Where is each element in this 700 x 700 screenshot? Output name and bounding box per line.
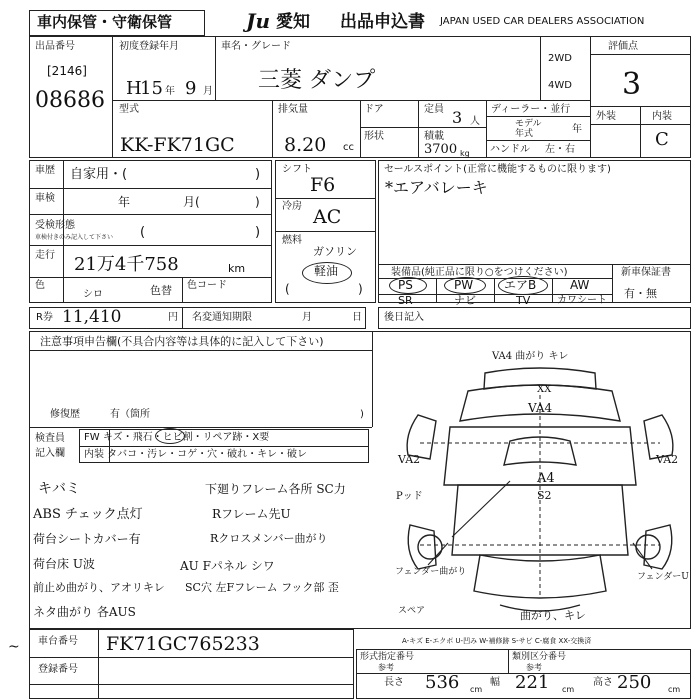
- inspection-close: ): [255, 195, 260, 209]
- color-no-label: 色替: [150, 284, 172, 297]
- height-unit: cm: [668, 685, 681, 694]
- equip-navi: ナビ: [454, 294, 476, 307]
- form-title: 出品申込書: [340, 12, 425, 32]
- stone-chip-circle: [155, 428, 185, 444]
- capacity-unit: 人: [470, 116, 480, 127]
- load-label: 積載: [424, 131, 444, 142]
- grade-ext-label: 外装: [596, 111, 616, 122]
- fuel-close: ): [358, 282, 363, 296]
- category-label: 車内保管・守衛保管: [37, 13, 173, 31]
- history-close: ): [255, 167, 261, 182]
- diagram-note-a4: A4: [537, 471, 555, 486]
- logo-city: 愛知: [276, 12, 310, 32]
- length-value: 536: [425, 672, 460, 693]
- height-label: 高さ: [593, 677, 613, 688]
- history-label: 車歴: [35, 165, 55, 176]
- repair-value: 有（箇所: [110, 409, 150, 420]
- equipment-label: 装備品(純正品に限り○をつけください): [391, 267, 568, 278]
- chassis-value: FK71GC765233: [106, 633, 260, 655]
- registration-era: H: [126, 78, 142, 99]
- grade-value: 3: [622, 67, 642, 102]
- ju-logo: Ju: [246, 9, 271, 33]
- engine-label: 排気量: [278, 104, 308, 115]
- comment-line-9: Rクロスメンバー曲がり: [210, 532, 328, 545]
- drive-2wd: 2WD: [548, 53, 572, 64]
- width-value: 221: [515, 672, 550, 693]
- comment-line-1: キバミ: [38, 481, 80, 497]
- warranty-label: 新車保証書: [621, 267, 671, 278]
- comment-line-2: ABS チェック点灯: [33, 507, 143, 522]
- aircon-value: AC: [313, 206, 342, 228]
- history-value: 自家用・(: [70, 167, 128, 182]
- sales-value: *エアバレーキ: [385, 178, 488, 197]
- comment-line-6: ネタ曲がり 各AUS: [33, 605, 136, 619]
- category-ref: 参考: [526, 663, 542, 672]
- lot-sub-number: [2146]: [47, 64, 87, 78]
- spec-ref: 参考: [378, 663, 394, 672]
- width-unit: cm: [562, 685, 575, 694]
- recycle-label: R券: [36, 312, 53, 323]
- model-year-unit: 年: [572, 124, 582, 135]
- diagram-note-xx: XX: [537, 384, 552, 395]
- lot-label: 出品番号: [35, 41, 75, 52]
- diagram-note-s2: S2: [537, 489, 552, 502]
- equip-seat: カワシート: [557, 295, 607, 306]
- engine-value: 8.20: [284, 134, 327, 156]
- doors-label: ドア: [364, 104, 384, 115]
- history-block: [29, 160, 272, 303]
- width-label: 幅: [490, 677, 500, 688]
- model-year-label2: 年式: [515, 129, 534, 139]
- dealer-label: ディーラー・並行: [491, 104, 571, 115]
- mileage-unit: km: [228, 262, 246, 275]
- registration-month: 9: [185, 78, 197, 99]
- color-value: シロ: [83, 289, 103, 300]
- model-year-label: モデル: [515, 119, 542, 129]
- spec-label: 形式指定番号: [360, 652, 415, 662]
- reception-close: ): [255, 225, 261, 240]
- aircon-label: 冷房: [282, 201, 302, 212]
- shape-label: 形状: [364, 131, 384, 142]
- registration-year-unit: 年: [165, 86, 175, 97]
- name-change-month: 月: [302, 312, 312, 323]
- handle-label: ハンドル: [490, 144, 530, 155]
- equip-sr: SR: [398, 294, 413, 307]
- diagram-note-pad: Pッド: [396, 491, 423, 502]
- length-label: 長さ: [384, 677, 404, 688]
- recycle-unit: 円: [168, 312, 178, 323]
- comment-line-10: AU Fパネル シワ: [180, 559, 275, 573]
- equip-aw: AW: [570, 278, 590, 292]
- grade-int-value: C: [655, 129, 669, 150]
- length-unit: cm: [470, 685, 483, 694]
- notes-label: 注意事項申告欄(不具合内容等は具体的に記入して下さい): [40, 335, 324, 348]
- damage-legend: A-キズ E-エクボ U-凹み W-補修跡 S-サビ C-腐食 XX-交換済: [402, 637, 592, 645]
- post-entry-block: [378, 307, 691, 329]
- type-label: 型式: [119, 104, 139, 115]
- equip-air-brake: エアB: [504, 278, 537, 292]
- comment-line-5: 前止め曲がり、アオリキレ: [33, 581, 165, 594]
- diagram-note-bottom: 曲がり、キレ: [520, 609, 586, 622]
- name-change-label: 名変通知期限: [192, 312, 252, 323]
- color-code-label: 色コード: [187, 280, 227, 291]
- engine-unit: cc: [343, 142, 354, 153]
- comment-line-7: 下廻りフレーム各所 SC力: [205, 482, 346, 496]
- handle-options: 左・右: [545, 144, 575, 155]
- recycle-value: 11,410: [62, 307, 122, 327]
- mileage-label: 走行: [35, 250, 55, 261]
- shift-value: F6: [310, 174, 336, 196]
- reg-number-label: 登録番号: [38, 664, 78, 675]
- comment-line-4: 荷台床 U波: [33, 557, 95, 571]
- equip-air-brake-circle: [498, 276, 548, 295]
- equip-ps: PS: [398, 278, 413, 292]
- capacity-label: 定員: [424, 104, 444, 115]
- diagram-note-va2-left: VA2: [398, 453, 421, 466]
- load-value: 3700: [424, 142, 458, 157]
- fuel-open: (: [285, 282, 290, 296]
- inspection-label: 車検: [35, 193, 55, 204]
- repair-label: 修復歴: [50, 409, 80, 420]
- category-number-label: 類別区分番号: [512, 652, 567, 662]
- load-unit: kg: [460, 149, 470, 158]
- drive-4wd: 4WD: [548, 80, 572, 91]
- registration-year: 15: [140, 78, 163, 99]
- equip-pw: PW: [454, 278, 474, 292]
- diagram-note-top: VA4 曲がり キレ: [492, 351, 569, 362]
- inspection-year: 年: [118, 195, 131, 209]
- inspector-label: 検査員: [35, 433, 65, 444]
- equip-pw-circle: [444, 277, 486, 294]
- registration-label: 初度登録年月: [119, 41, 179, 52]
- inspection-month: 月(: [183, 195, 200, 209]
- height-value: 250: [617, 672, 652, 693]
- diagram-note-fender-right: フェンダーU: [637, 572, 689, 582]
- equip-ps-circle: [389, 277, 427, 294]
- pen-mark: ~: [8, 639, 20, 655]
- registration-month-unit: 月: [203, 86, 213, 97]
- color-label: 色: [35, 280, 45, 291]
- chassis-label: 車台番号: [38, 636, 78, 647]
- inspector-label2: 記入欄: [35, 448, 65, 459]
- comment-line-11: SC穴 左Fフレーム フック部 歪: [185, 581, 339, 594]
- model-label: 車名・グレード: [221, 41, 291, 52]
- shift-label: シフト: [282, 164, 312, 175]
- capacity-value: 3: [452, 108, 463, 127]
- comment-line-8: Rフレーム先U: [212, 507, 291, 521]
- post-entry-label: 後日記入: [384, 312, 424, 323]
- fuel-diesel: 軽油: [314, 264, 339, 278]
- name-change-day: 日: [352, 312, 362, 323]
- diagram-note-va2-right: VA2: [656, 453, 679, 466]
- diagram-note-fender-left: フェンダー曲がり: [395, 567, 467, 577]
- diagram-note-spare: スペア: [398, 606, 426, 616]
- fuel-gasoline: ガソリン: [313, 245, 357, 258]
- fuel-label: 燃料: [282, 235, 302, 246]
- lot-number: 08686: [35, 88, 105, 113]
- grade-label: 評価点: [608, 41, 638, 52]
- repair-close: ): [360, 409, 364, 420]
- warranty-options: 有・無: [624, 287, 657, 300]
- mileage-value: 21万4千758: [74, 254, 179, 275]
- type-value: KK-FK71GC: [120, 134, 235, 156]
- sales-label: セールスポイント(正常に機能するものに限ります): [384, 164, 611, 175]
- association-name: JAPAN USED CAR DEALERS ASSOCIATION: [440, 16, 645, 27]
- diagram-note-va4: VA4: [528, 401, 553, 415]
- reception-open: (: [140, 225, 146, 240]
- inspector-row2: 内装 タバコ・汚レ・コゲ・穴・破れ・キレ・破レ: [84, 449, 307, 460]
- reception-label: 受検形態: [35, 220, 75, 231]
- grade-int-label: 内装: [652, 111, 672, 122]
- model-value: 三菱 ダンプ: [258, 68, 376, 93]
- comment-line-3: 荷台シートカバー有: [33, 532, 141, 546]
- reception-note: 車検付きのみ記入して下さい: [35, 234, 114, 241]
- equip-tv: TV: [516, 294, 531, 307]
- inspector-row1: FW キズ・飛石・ヒビ割・リペア跡・X要: [84, 432, 270, 443]
